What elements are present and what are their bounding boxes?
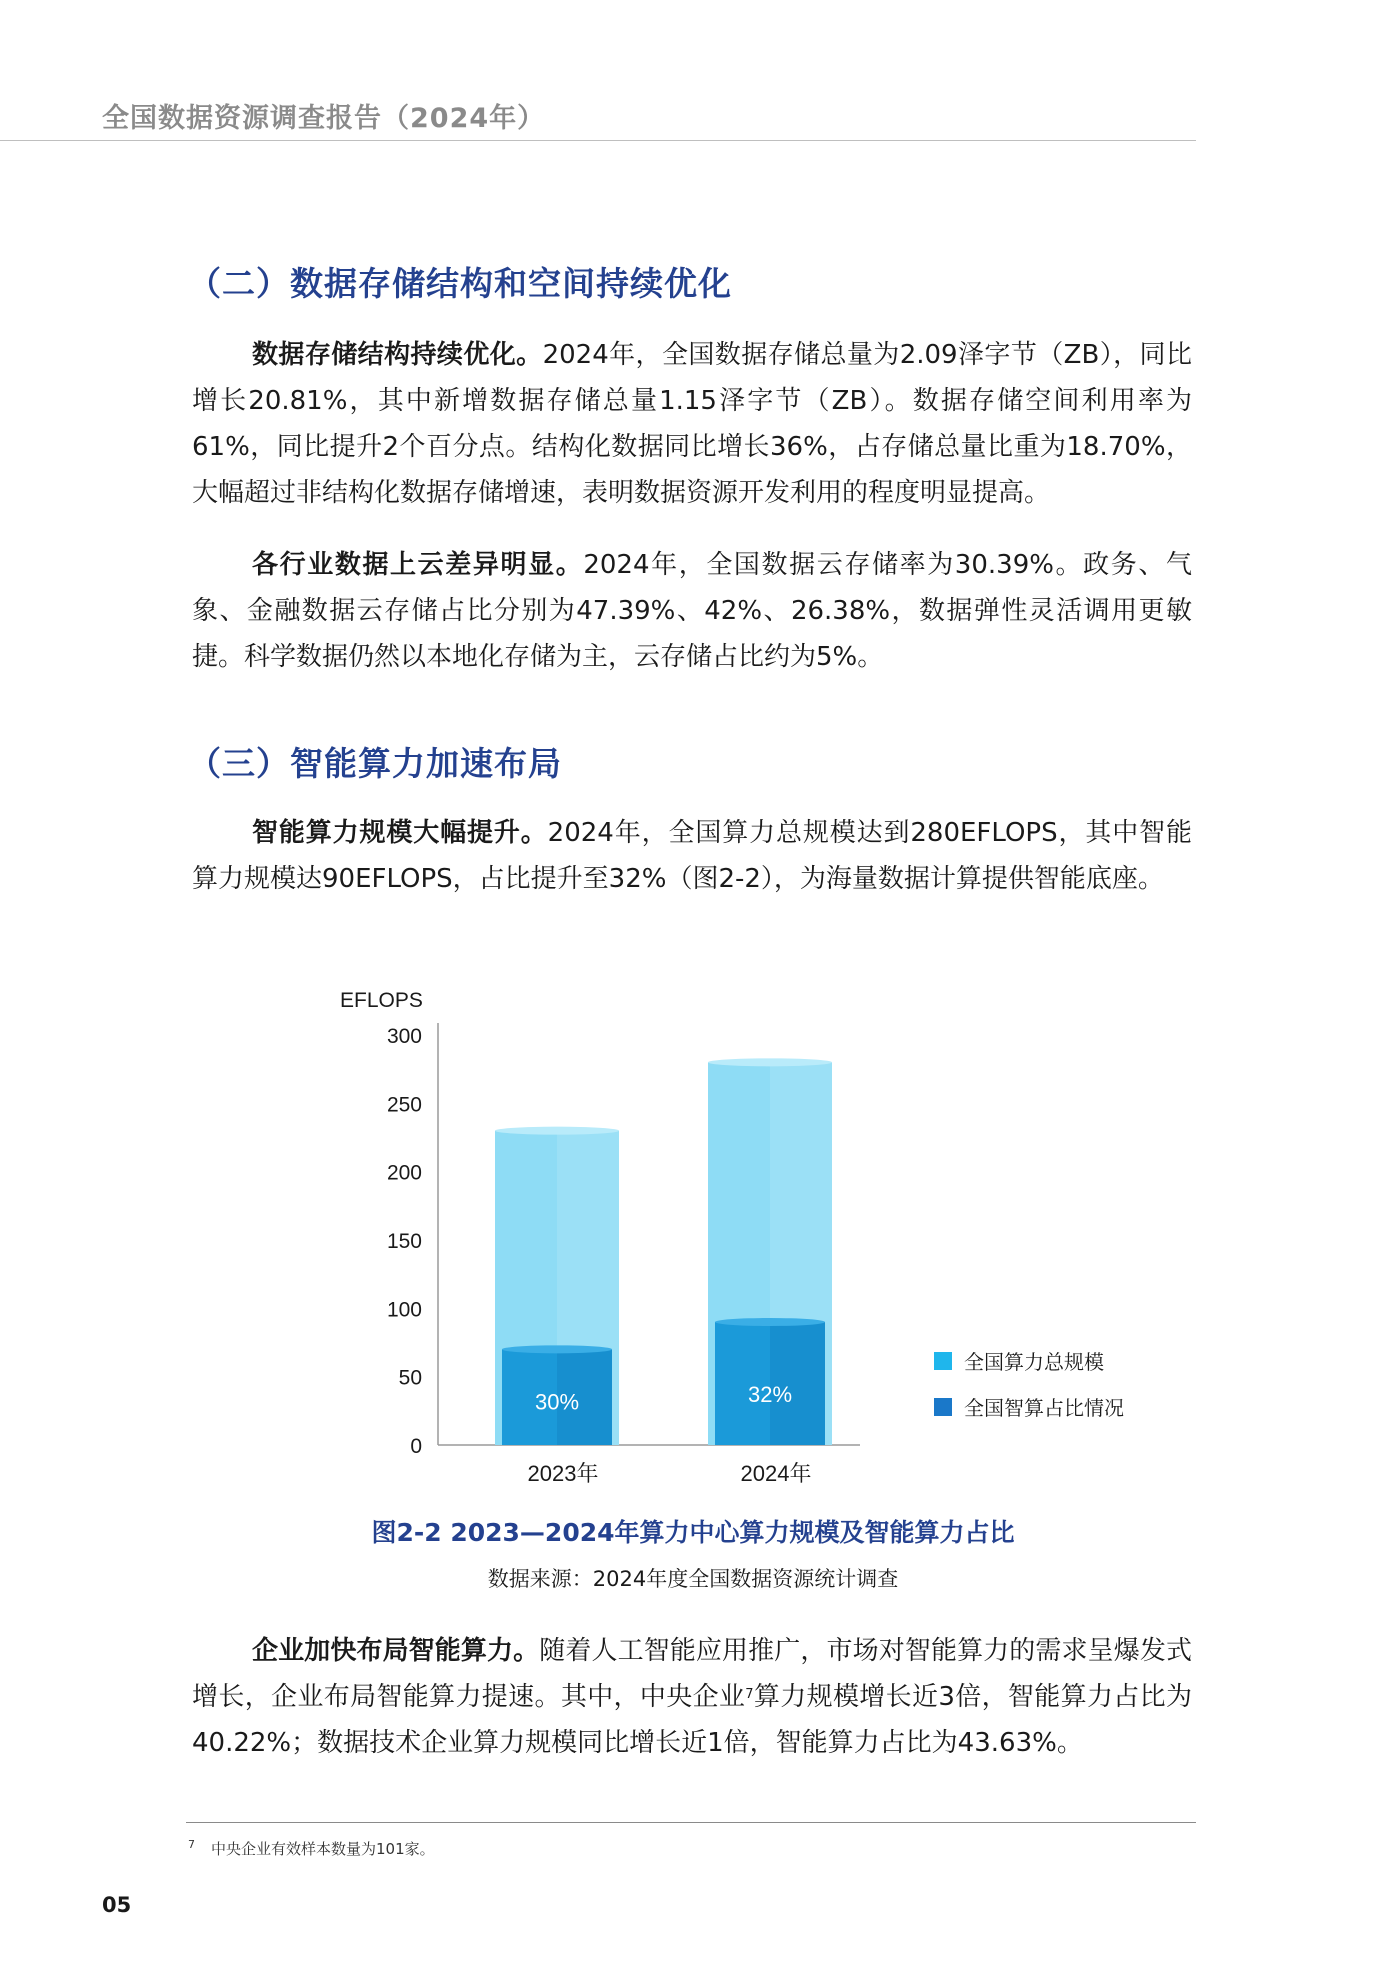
data-label: 32% [747,1382,793,1407]
legend-swatch [934,1352,952,1370]
paragraph-cloud-storage [192,542,1192,680]
data-label: 30% [534,1389,580,1415]
footnote [188,1838,435,1859]
legend-label: 全国算力总规模 [964,1352,1104,1374]
section-heading-compute: （三）智能算力加速布局 [188,744,562,783]
paragraph-storage-structure [192,332,1192,516]
y-tick-label: 50 [398,1366,422,1390]
page-number: 05 [102,1893,132,1917]
y-tick-label: 100 [386,1298,422,1322]
paragraph-body: 2024年，全国算力总规模达到280EFLOPS，其中智能算力规模达90EFLOPS，占比提升至32%（图2-2），为海量数据计算提供智能底座。 [192,818,1192,894]
paragraph-lead: 各行业数据上云差异明显。 [252,550,584,580]
legend-swatch [934,1398,952,1416]
y-tick-label: 300 [386,1025,422,1048]
footnote-divider [186,1822,1196,1823]
bar-total-compute-top [495,1127,619,1135]
paragraph-body: 算力规模增长近3倍，智能算力占比为40.22%；数据技术企业算力规模同比增长近1倍，智能算力占比为43.63%。 [192,1682,1192,1758]
paragraph-body: 2024年，全国数据云存储率为30.39%。政务、气象、金融数据云存储占比分别为47.39%、42%、26.38%，数据弹性灵活调用更敏捷。科学数据仍然以本地化存储为主，云存储占比约为5%。 [192,550,1192,672]
y-tick-label: 150 [386,1230,422,1253]
header-divider [0,140,1196,141]
bar-intelligent-compute-top [502,1345,612,1353]
section-heading-storage: （二）数据存储结构和空间持续优化 [188,264,732,303]
paragraph-body: 2024年，全国数据存储总量为2.09泽字节（ZB），同比增长20.81%，其中新增数据存储总量1.15泽字节（ZB）。数据存储空间利用率为61%，同比提升2个百分点。结构化数据同比增长36%，占存储总量比重为18.70%，大幅超过非结构化数据存储增速，表明数据资源开发利用的程度明显提高。 [192,340,1192,508]
footnote-text: 中央企业有效样本数量为101家。 [211,1840,435,1858]
figure-source: 数据来源：2024年度全国数据资源统计调查 [487,1567,899,1591]
y-tick-label: 200 [386,1161,422,1185]
bar-total-compute-top [708,1058,832,1066]
x-tick-label: 2023年 [527,1461,599,1486]
compute-bar-chart [300,975,1180,1495]
figure-caption: 图2-2 2023—2024年算力中心算力规模及智能算力占比 [371,1518,1015,1547]
running-header-title: 全国数据资源调查报告（2024年） [102,103,546,134]
y-tick-label: 250 [386,1093,422,1117]
footnote-mark: 7 [188,1838,195,1851]
paragraph-body: 随着人工智能应用推广，市场对智能算力的需求呈爆发式增长，企业布局智能算力提速。其中，中央企业 [192,1636,1192,1712]
y-axis-label: EFLOPS [340,989,423,1012]
legend-label: 全国智算占比情况 [964,1398,1124,1420]
paragraph-compute-scale [192,810,1192,902]
paragraph-lead: 数据存储结构持续优化。 [252,340,543,370]
x-tick-label: 2024年 [740,1461,812,1486]
paragraph-lead: 企业加快布局智能算力。 [252,1636,540,1666]
y-tick-label: 0 [410,1435,422,1458]
paragraph-lead: 智能算力规模大幅提升。 [252,818,548,848]
paragraph-enterprise-compute [192,1628,1192,1766]
bar-intelligent-compute-top [715,1318,825,1326]
footnote-reference[interactable]: 7 [745,1687,754,1702]
